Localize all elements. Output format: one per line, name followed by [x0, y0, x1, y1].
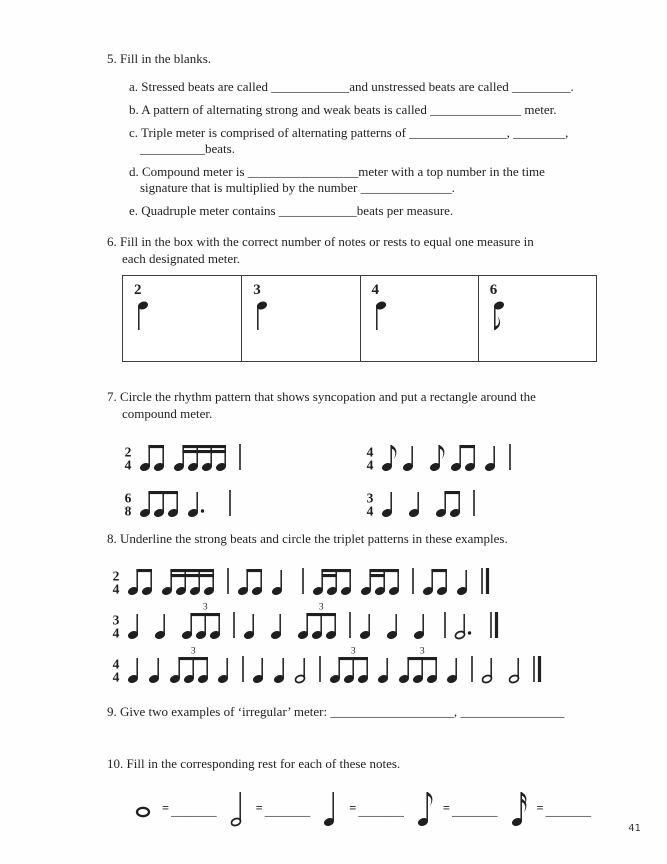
- svg-text:4: 4: [112, 625, 120, 641]
- pattern-6-8-notation: [119, 478, 243, 522]
- question-8: [107, 530, 567, 688]
- rest-equation-half-note: [227, 780, 311, 830]
- q5-heading: 5. Fill in the blanks.: [107, 51, 211, 66]
- svg-text:3: 3: [190, 646, 196, 657]
- question-6: [107, 233, 567, 362]
- equals-sign: =: [536, 801, 544, 815]
- svg-text:4: 4: [366, 503, 374, 519]
- q10-heading: 10. Fill in the corresponding rest for each of these notes.: [107, 756, 401, 771]
- quarter-note-glyph: [134, 299, 158, 333]
- meter-number: 4: [371, 282, 379, 298]
- line-3-4-notation: [107, 600, 507, 644]
- q5-item-line: b. A pattern of alternating strong and weak beats is called ______________ meter.: [129, 102, 557, 117]
- eighth-note-glyph: [414, 780, 438, 830]
- meter-number: 2: [134, 282, 142, 298]
- line-2-4-notation: [107, 556, 498, 600]
- svg-text:4: 4: [124, 457, 132, 473]
- rhythm-line-4-4: [107, 644, 567, 688]
- svg-text:3: 3: [366, 490, 374, 506]
- meter-cell: [123, 276, 241, 361]
- svg-text:2: 2: [124, 444, 132, 460]
- line-4-4-notation: [107, 644, 550, 688]
- q8-heading: 8. Underline the strong beats and circle the triplet patterns in these examples.: [107, 531, 508, 546]
- pattern-2-4-notation: [119, 432, 253, 476]
- quarter-note-glyph: [372, 299, 396, 333]
- rhythm-pattern-2-4: [119, 432, 361, 476]
- q5-item-line: signature that is multiplied by the number ______________.: [140, 180, 455, 195]
- question-9: [107, 701, 567, 723]
- rhythm-pattern-3-4: [361, 478, 567, 522]
- eighth-note-glyph: [490, 299, 514, 333]
- pattern-3-4-notation: [361, 478, 487, 522]
- answer-blank: _______: [171, 803, 217, 818]
- half-note-glyph: [227, 780, 251, 830]
- q5-item-line: c. Triple meter is comprised of alternating patterns of _______________, ________,: [129, 125, 569, 140]
- svg-text:6: 6: [124, 490, 132, 506]
- meter-cell: [360, 276, 478, 361]
- q5-item: [129, 76, 574, 98]
- rest-equation-quarter-note: [320, 780, 404, 830]
- svg-text:3: 3: [419, 646, 425, 657]
- svg-text:4: 4: [112, 581, 120, 597]
- svg-text:2: 2: [112, 568, 120, 584]
- q9-text: 9. Give two examples of ‘irregular’ meter: ___________________, ________________: [107, 704, 565, 719]
- quarter-note-glyph: [253, 299, 277, 333]
- equals-sign: =: [162, 801, 170, 815]
- rest-equation-sixteenth-note: [508, 780, 592, 830]
- svg-text:4: 4: [366, 457, 374, 473]
- q6-heading: [107, 233, 567, 267]
- rest-equation-eighth-note: [414, 780, 498, 830]
- sixteenth-note-glyph: [508, 780, 532, 830]
- q7-heading-line: compound meter.: [122, 406, 213, 421]
- svg-text:3: 3: [318, 602, 324, 613]
- svg-text:8: 8: [124, 503, 132, 519]
- q5-item-line: a. Stressed beats are called ____________and unstressed beats are called _________.: [129, 79, 574, 94]
- q5-item-line: d. Compound meter is _________________meter with a top number in the time: [129, 164, 545, 179]
- rhythm-pattern-6-8: [119, 478, 361, 522]
- question-10: [107, 755, 592, 830]
- rest-equation-whole-note: [133, 780, 217, 830]
- question-7: [107, 388, 567, 522]
- rhythm-pattern-4-4: [361, 432, 567, 476]
- pattern-4-4-notation: [361, 432, 523, 476]
- q10-row: [133, 780, 592, 830]
- svg-text:3: 3: [350, 646, 356, 657]
- answer-blank: _______: [264, 803, 311, 818]
- meter-box: [122, 275, 597, 362]
- q5-item-line: __________beats.: [140, 141, 235, 156]
- question-5: [107, 48, 574, 222]
- svg-text:4: 4: [112, 656, 120, 672]
- q5-item: [129, 122, 567, 160]
- meter-cell: [478, 276, 596, 361]
- svg-text:3: 3: [202, 602, 208, 613]
- svg-text:4: 4: [366, 444, 374, 460]
- answer-blank: _______: [358, 803, 404, 818]
- answer-blank: _______: [452, 803, 498, 818]
- q7-heading: [107, 388, 567, 422]
- equals-sign: =: [349, 801, 357, 815]
- answer-blank: _______: [545, 803, 592, 818]
- meter-number: 6: [489, 282, 498, 298]
- meter-number: 3: [253, 282, 261, 298]
- q5-item: [129, 200, 567, 222]
- svg-text:3: 3: [112, 612, 120, 628]
- q5-items: [129, 76, 574, 222]
- q5-item-line: e. Quadruple meter contains ____________beats per measure.: [129, 203, 454, 218]
- svg-text:4: 4: [112, 669, 120, 685]
- rhythm-line-3-4: [107, 600, 567, 644]
- q8-lines: [107, 556, 567, 688]
- whole-note-glyph: [133, 780, 157, 830]
- q6-heading-line: 6. Fill in the box with the correct number of notes or rests to equal one measure in: [107, 234, 534, 249]
- q6-heading-line: each designated meter.: [122, 251, 241, 266]
- worksheet-content: [107, 48, 592, 830]
- quarter-note-glyph: [320, 780, 344, 830]
- q7-patterns: [119, 432, 567, 522]
- equals-sign: =: [255, 801, 263, 815]
- q5-item: [129, 99, 567, 121]
- rhythm-line-2-4: [107, 556, 567, 600]
- meter-cell: [241, 276, 359, 361]
- q7-heading-line: 7. Circle the rhythm pattern that shows syncopation and put a rectangle around the: [107, 389, 536, 404]
- q5-item: [129, 161, 567, 199]
- equals-sign: =: [442, 801, 450, 815]
- page-number: 41: [628, 823, 641, 834]
